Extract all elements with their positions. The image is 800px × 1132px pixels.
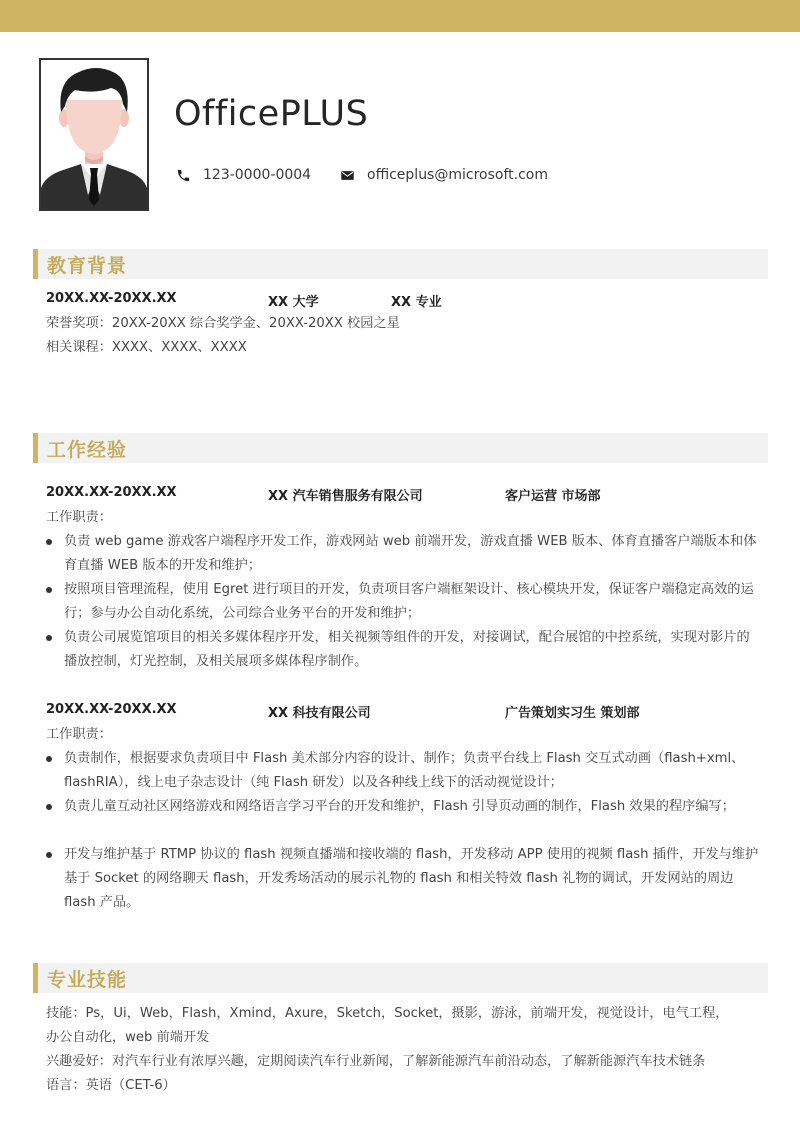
phone-number: 123-0000-0004 bbox=[203, 167, 312, 183]
list-item-text: 按照项目管理流程，使用 Egret 进行项目的开发，负责项目客户端框架设计、核心模块开发，保证客户端稳定高效的运行；参与办公自动化系统，公司综合业务平台的开发和维护； bbox=[64, 582, 754, 621]
education-major: XX 专业 bbox=[391, 295, 442, 310]
job-date: 20XX.XX-20XX.XX bbox=[46, 702, 177, 717]
education-school: XX 大学 bbox=[268, 295, 319, 310]
bullet-dot bbox=[46, 852, 52, 858]
list-item-text: 开发与维护基于 RTMP 协议的 flash 视频直播端和接收端的 flash，开发移动 APP 使用的视频 flash 插件，开发与维护基于 Socket 的网络聊天 flash，开发秀场活动的展示礼物的 flash 和相关特效 flash 礼物的调试，开发网站的周边 flash 产品。 bbox=[64, 847, 759, 910]
bullet-dot bbox=[46, 539, 52, 545]
list-item bbox=[46, 578, 762, 626]
education-courses: 相关课程：XXXX、XXXX、XXXX bbox=[46, 340, 247, 355]
job-row bbox=[46, 485, 766, 505]
candidate-name: OfficePLUS bbox=[174, 94, 369, 134]
bullet-dot bbox=[46, 804, 52, 810]
education-section-header bbox=[33, 249, 768, 279]
education-title: 教育背景 bbox=[47, 255, 128, 277]
bullet-dot bbox=[46, 756, 52, 762]
language-line: 语言：英语（CET-6） bbox=[46, 1078, 176, 1093]
interests-line: 兴趣爱好：对汽车行业有浓厚兴趣，定期阅读汽车行业新闻，了解新能源汽车前沿动态，了解新能源汽车技术链条 bbox=[46, 1054, 706, 1069]
top-accent-bar bbox=[0, 0, 800, 32]
job-date: 20XX.XX-20XX.XX bbox=[46, 485, 177, 500]
list-item-text: 负责制作，根据要求负责项目中 Flash 美术部分内容的设计、制作；负责平台线上 Flash 交互式动画（flash+xml、flashRIA），线上电子杂志设计（纯 Flash 研发）以及各种线上线下的活动视觉设计； bbox=[64, 751, 745, 790]
education-honors: 荣誉奖项：20XX-20XX 综合奖学金、20XX-20XX 校园之星 bbox=[46, 316, 400, 331]
list-item bbox=[46, 843, 762, 915]
list-item bbox=[46, 747, 762, 795]
job-duty-label: 工作职责： bbox=[46, 510, 112, 525]
list-item-text: 负责 web game 游戏客户端程序开发工作，游戏网站 web 前端开发，游戏直播 WEB 版本、体育直播客户端版本和体育直播 WEB 版本的开发和维护； bbox=[64, 534, 757, 573]
skills-line-1: 技能：Ps，Ui，Web，Flash，Xmind，Axure，Sketch，Socket，摄影，游泳，前端开发，视觉设计，电气工程， bbox=[46, 1006, 729, 1021]
bullet-dot bbox=[46, 635, 52, 641]
email-address: officeplus@microsoft.com bbox=[367, 167, 548, 183]
job-row bbox=[46, 702, 766, 722]
job-duty-label: 工作职责： bbox=[46, 727, 112, 742]
mail-icon bbox=[340, 168, 355, 183]
phone-icon bbox=[176, 168, 191, 183]
skills-section-header bbox=[33, 963, 768, 993]
job-position: 客户运营 市场部 bbox=[505, 489, 601, 504]
section-accent bbox=[33, 249, 38, 279]
job-company: XX 汽车销售服务有限公司 bbox=[268, 489, 423, 504]
work-section-header bbox=[33, 433, 768, 463]
email-contact bbox=[340, 166, 548, 184]
list-item-text: 负责公司展览馆项目的相关多媒体程序开发，相关视频等组件的开发，对接调试，配合展馆的中控系统，实现对影片的播放控制，灯光控制，及相关展项多媒体程序制作。 bbox=[64, 630, 750, 669]
section-accent bbox=[33, 963, 38, 993]
skills-title: 专业技能 bbox=[47, 969, 128, 991]
job-position: 广告策划实习生 策划部 bbox=[505, 706, 640, 721]
list-item-text: 负责儿童互动社区网络游戏和网络语言学习平台的开发和维护，Flash 引导页动画的制作，Flash 效果的程序编写； bbox=[64, 799, 735, 814]
work-title: 工作经验 bbox=[47, 439, 128, 461]
education-date: 20XX.XX-20XX.XX bbox=[46, 291, 177, 306]
profile-photo bbox=[39, 58, 149, 211]
skills-line-2: 办公自动化，web 前端开发 bbox=[46, 1030, 210, 1045]
education-row bbox=[46, 291, 766, 311]
phone-contact bbox=[176, 166, 311, 184]
job-company: XX 科技有限公司 bbox=[268, 706, 371, 721]
list-item bbox=[46, 795, 762, 819]
section-accent bbox=[33, 433, 38, 463]
list-item bbox=[46, 626, 762, 674]
bullet-dot bbox=[46, 587, 52, 593]
list-item bbox=[46, 530, 762, 578]
avatar-icon bbox=[41, 60, 147, 209]
